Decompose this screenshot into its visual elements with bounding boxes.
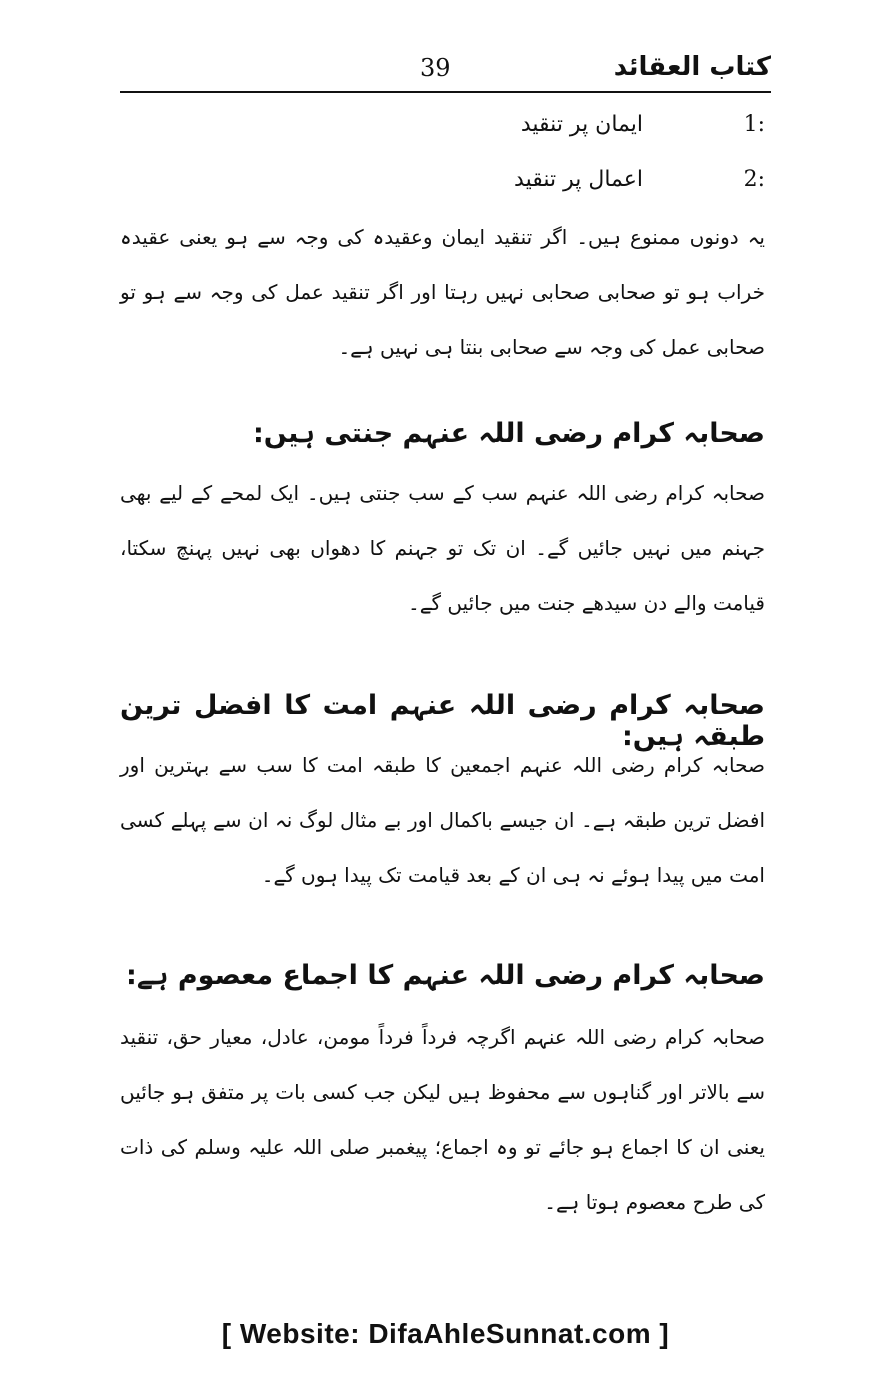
intro-paragraph: یہ دونوں ممنوع ہیں۔ اگر تنقید ایمان وعقیدہ کی وجہ سے ہو یعنی عقیدہ خراب ہو تو صحابی صحابی نہیں رہتا اور اگر تنقید عمل کی وجہ سے ہو تو صحابی عمل کی وجہ سے صحابی بنتا ہی نہیں ہے۔ [120, 225, 765, 359]
page-header [120, 52, 771, 88]
section-heading-consensus: صحابہ کرام رضی اللہ عنہم کا اجماع معصوم ہے: [126, 960, 765, 991]
section-heading-paradise: صحابہ کرام رضی اللہ عنہم جنتی ہیں: [253, 418, 765, 449]
list-item-text: اعمال پر تنقید [514, 167, 643, 192]
list-item-number: 1: [743, 112, 765, 137]
list-item-text: ایمان پر تنقید [520, 112, 643, 137]
header-divider [120, 91, 771, 93]
book-title: کتاب العقائد [613, 52, 771, 82]
section-heading-best-class: صحابہ کرام رضی اللہ عنہم امت کا افضل ترین طبقہ ہیں: [120, 690, 765, 752]
section-body-consensus: صحابہ کرام رضی اللہ عنہم اگرچہ فرداً فرداً مومن، عادل، معیار حق، تنقید سے بالاتر اور گناہوں سے محفوظ ہیں لیکن جب کسی بات پر متفق ہو جائیں یعنی ان کا اجماع ہو جائے تو وہ اجماع؛ پیغمبر صلی اللہ علیہ وسلم کی ذات کی طرح معصوم ہوتا ہے۔ [120, 1025, 765, 1214]
page-number: 39 [420, 54, 451, 82]
website-footer: [ Website: DifaAhleSunnat.com ] [221, 1318, 670, 1349]
section-body-paradise: صحابہ کرام رضی اللہ عنہم سب کے سب جنتی ہیں۔ ایک لمحے کے لیے بھی جہنم میں نہیں جائیں گے۔ ان تک تو جہنم کا دھواں بھی نہیں پہنچ سکتا، قیامت والے دن سیدھے جنت میں جائیں گے۔ [120, 481, 765, 615]
section-body-best-class: صحابہ کرام رضی اللہ عنہم اجمعین کا طبقہ امت کا سب سے بہترین اور افضل ترین طبقہ ہے۔ ان جیسے باکمال اور بے مثال لوگ نہ ان سے پہلے کسی امت میں پیدا ہوئے نہ ہی ان کے بعد قیامت تک پیدا ہوں گے۔ [120, 753, 765, 887]
list-item-number: 2: [743, 167, 765, 192]
